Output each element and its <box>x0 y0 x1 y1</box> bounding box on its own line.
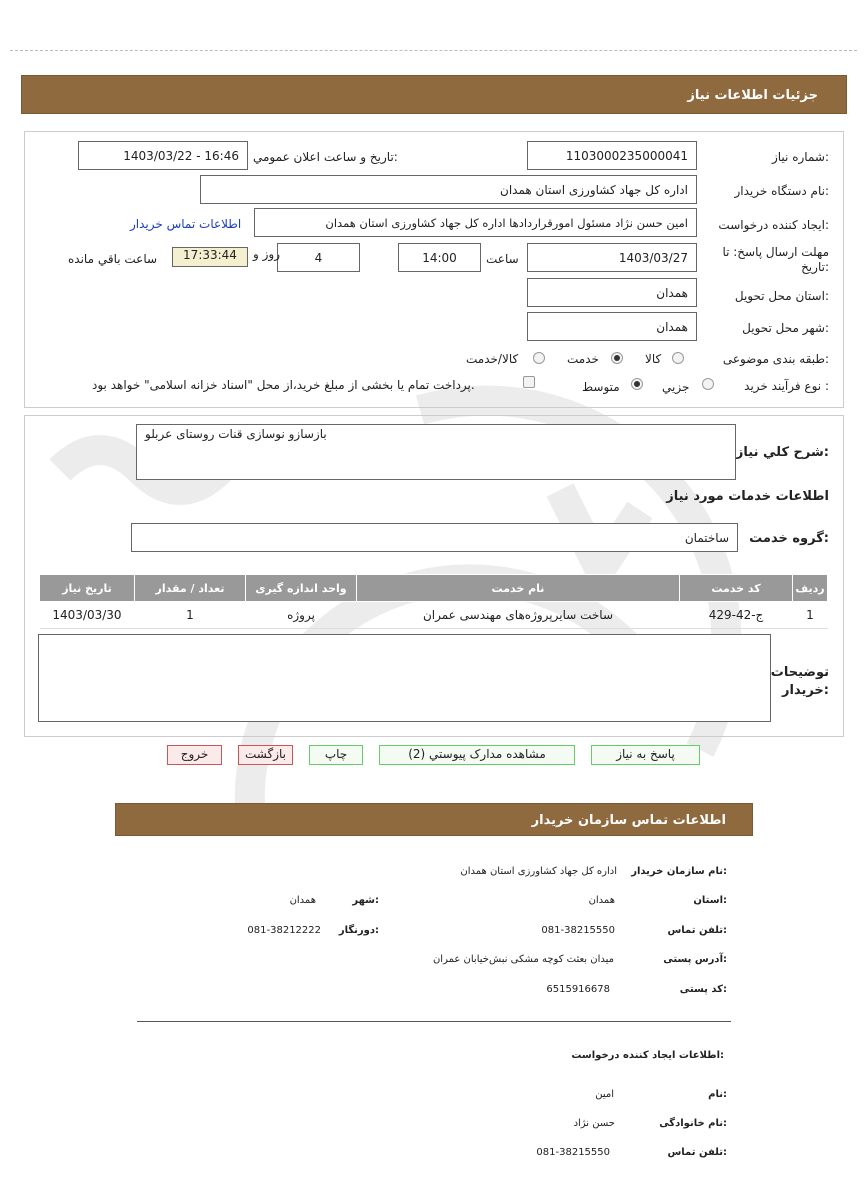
cell-row: 1 <box>793 602 828 629</box>
remaining-label: ساعت باقي مانده <box>68 252 158 266</box>
days-field: 4 <box>277 243 360 272</box>
contact-city-value: همدان <box>289 895 316 906</box>
description-text: بازسازو نوسازی قنات روستای عربلو <box>145 427 327 441</box>
service-group-label: گروه خدمت: <box>749 531 829 546</box>
province-label: استان محل تحویل: <box>734 289 829 303</box>
process-medium-radio[interactable] <box>631 378 643 390</box>
process-label: نوع فرآیند خرید : <box>744 379 829 393</box>
payment-note: پرداخت تمام یا بخشی از مبلغ خرید،از محل "اسناد خزانه اسلامی" خواهد بود. <box>92 378 475 392</box>
contact-divider <box>137 1021 731 1022</box>
services-table <box>39 574 828 629</box>
need-number-label: شماره نیاز: <box>771 150 829 164</box>
buyer-contact-link[interactable]: اطلاعات تماس خریدار <box>130 217 242 231</box>
deadline-date-field: 1403/03/27 <box>527 243 697 272</box>
process-minor-radio[interactable] <box>702 378 714 390</box>
announce-field: 1403/03/22 - 16:46 <box>78 141 248 170</box>
category-service-label: خدمت <box>567 352 599 366</box>
service-group-field: ساختمان <box>131 523 738 552</box>
col-name: نام خدمت <box>357 575 680 602</box>
deadline-time-field: 14:00 <box>398 243 481 272</box>
contact-title: اطلاعات تماس سازمان خریدار <box>531 813 726 828</box>
deadline-label: مهلت ارسال پاسخ: تا تاریخ: <box>722 245 829 274</box>
top-divider <box>10 50 857 51</box>
cell-code: ج-42-429 <box>680 602 793 629</box>
cell-date: 1403/03/30 <box>40 602 135 629</box>
reply-button[interactable]: پاسخ به نیاز <box>591 745 700 765</box>
first-name-value: امین <box>595 1089 614 1100</box>
contact-address-label: آدرس پستی: <box>663 954 727 965</box>
print-button[interactable]: چاپ <box>309 745 363 765</box>
city-field: همدان <box>527 312 697 341</box>
category-both-label: کالا/خدمت <box>466 352 519 366</box>
contact-city-label: شهر: <box>352 895 379 906</box>
treasury-checkbox[interactable] <box>523 376 535 388</box>
buyer-name-label: نام سازمان خریدار: <box>631 866 727 877</box>
contact-province-value: همدان <box>588 895 615 906</box>
col-code: کد خدمت <box>680 575 793 602</box>
time-label: ساعت <box>486 252 519 266</box>
contact-fax-label: دورنگار: <box>338 925 379 936</box>
buyer-org-label: نام دستگاه خریدار: <box>734 184 829 198</box>
contact-phone-value: 081-38215550 <box>541 925 615 936</box>
buyer-notes-field <box>38 634 771 722</box>
province-field: همدان <box>527 278 697 307</box>
category-label: طبقه بندی موضوعی: <box>722 352 829 366</box>
process-minor-label: جزیي <box>662 380 690 394</box>
category-goods-label: کالا <box>645 352 662 366</box>
page-header <box>21 75 847 114</box>
announce-label: تاریخ و ساعت اعلان عمومي: <box>253 150 398 164</box>
creator-info-title: اطلاعات ایجاد کننده درخواست: <box>571 1050 724 1061</box>
col-date: تاریخ نیاز <box>40 575 135 602</box>
contact-header <box>115 803 753 836</box>
buyer-notes-label: توضیحات خریدار: <box>770 665 829 698</box>
creator-label: ایجاد کننده درخواست: <box>718 218 829 232</box>
contact-fax-value: 081-38212222 <box>247 925 321 936</box>
creator-phone-value: 081-38215550 <box>536 1147 610 1158</box>
remaining-time-field: 17:33:44 <box>172 247 248 267</box>
contact-postal-value: 6515916678 <box>546 984 610 995</box>
exit-button[interactable]: خروج <box>167 745 222 765</box>
table-row <box>40 602 828 629</box>
category-service-radio[interactable] <box>611 352 623 364</box>
need-number-field: 1103000235000041 <box>527 141 697 170</box>
first-name-label: نام: <box>708 1089 727 1100</box>
category-both-radio[interactable] <box>533 352 545 364</box>
back-button[interactable]: بازگشت <box>238 745 293 765</box>
last-name-value: حسن نژاد <box>573 1118 615 1129</box>
col-unit: واحد اندازه گیری <box>246 575 357 602</box>
col-row: ردیف <box>793 575 828 602</box>
process-medium-label: متوسط <box>582 380 620 394</box>
cell-name: ساخت سایرپروژه‌های مهندسی عمران <box>357 602 680 629</box>
services-title: اطلاعات خدمات مورد نیاز <box>666 489 829 504</box>
description-label: شرح كلي نیاز: <box>735 445 829 460</box>
cell-unit: پروژه <box>246 602 357 629</box>
contact-postal-label: کد پستی: <box>679 984 727 995</box>
creator-field: امین حسن نژاد مسئول امورقراردادها اداره کل جهاد کشاورزی استان همدان <box>254 208 697 237</box>
cell-qty: 1 <box>135 602 246 629</box>
buyer-org-field: اداره کل جهاد کشاورزی استان همدان <box>200 175 697 204</box>
attachments-button[interactable]: مشاهده مدارک پیوستي (2) <box>379 745 575 765</box>
col-qty: تعداد / مقدار <box>135 575 246 602</box>
contact-province-label: استان: <box>693 895 727 906</box>
buyer-name-value: اداره کل جهاد کشاورزی استان همدان <box>460 866 617 877</box>
days-label: روز و <box>253 247 280 261</box>
page-title: جزئیات اطلاعات نیاز <box>687 88 818 103</box>
contact-address-value: میدان بعثت کوچه مشکی نبش‌خیابان عمران <box>432 954 614 965</box>
creator-phone-label: تلفن تماس: <box>667 1147 727 1158</box>
contact-phone-label: تلفن تماس: <box>667 925 727 936</box>
description-field <box>136 424 736 480</box>
city-label: شهر محل تحویل: <box>742 321 829 335</box>
category-goods-radio[interactable] <box>672 352 684 364</box>
last-name-label: نام خانوادگی: <box>659 1118 727 1129</box>
table-header-row <box>40 575 828 602</box>
